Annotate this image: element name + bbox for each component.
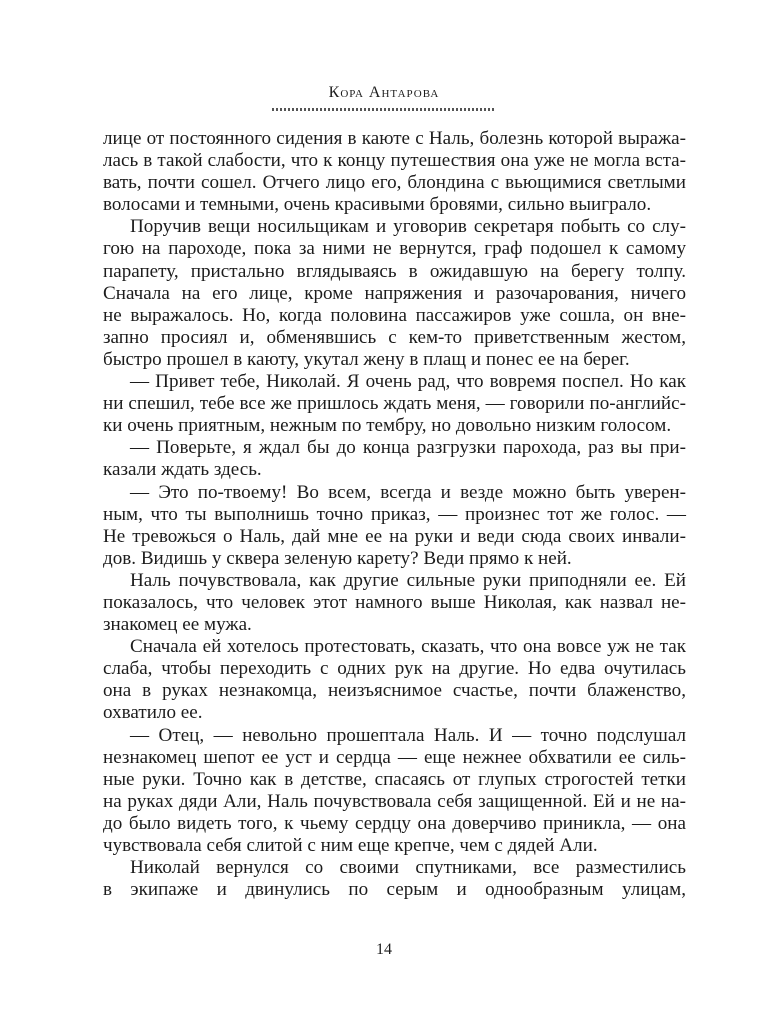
text-line: показалось, что человек этот намного выше Николая, как назвал не- (103, 591, 686, 613)
text-line: лась в такой слабости, что к концу путешествия она уже не могла вста- (103, 150, 686, 172)
text-line: Не тревожься о Наль, дай мне ее на руки и веди сюда своих инвали- (103, 525, 686, 547)
text-line: Наль почувствовала, как другие сильные руки приподняли ее. Ей (130, 569, 686, 591)
text-line: запно просиял и, обменявшись с кем-то приветственным жестом, (103, 326, 686, 348)
text-line: слаба, чтобы переходить с одних рук на другие. Но едва очутилась (103, 658, 686, 680)
text-line: казали ждать здесь. (103, 459, 262, 481)
text-line: ни спешил, тебе все же пришлось ждать меня, — говорили по-английс- (103, 393, 686, 415)
text-line: — Это по-твоему! Во всем, всегда и везде можно быть уверен- (130, 481, 686, 503)
text-line: ки очень приятным, нежным по тембру, но довольно низким голосом. (103, 415, 672, 437)
text-line: вать, почти сошел. Отчего лицо его, блондина с вьющимися светлыми (103, 172, 686, 194)
body-text (103, 128, 686, 901)
text-line: Сначала на его лице, кроме напряжения и разочарования, ничего (103, 282, 686, 304)
text-line: Сначала ей хотелось протестовать, сказать, что она вовсе уж не так (130, 636, 686, 658)
paragraph (103, 482, 686, 570)
text-line: — Отец, — невольно прошептала Наль. И — точно подслушал (130, 724, 686, 746)
paragraph (103, 570, 686, 636)
text-line: — Поверьте, я ждал бы до конца разгрузки парохода, раз вы при- (130, 437, 686, 459)
text-line: незнакомец шепот ее уст и сердца — еще нежнее обхватили ее силь- (103, 746, 686, 768)
header-rule (272, 108, 496, 111)
text-line: волосами и темными, очень красивыми бровями, сильно выиграло. (103, 194, 652, 216)
text-line: на руках дяди Али, Наль почувствовала себя защищенной. Ей и не на- (103, 790, 686, 812)
text-line: ные руки. Точно как в детстве, спасаясь от глупых строгостей тетки (103, 768, 686, 790)
paragraph (103, 636, 686, 724)
text-line: ным, что ты выполнишь точно приказ, — произнес тот же голос. — (103, 503, 686, 525)
running-head: Кора Антарова (328, 84, 440, 101)
text-line: — Привет тебе, Николай. Я очень рад, что вовремя поспел. Но как (130, 371, 686, 393)
text-line: охватило ее. (103, 702, 203, 724)
paragraph (103, 437, 686, 481)
paragraph (103, 725, 686, 858)
text-line: Николай вернулся со своими спутниками, все разместились (130, 857, 686, 879)
paragraph (103, 128, 686, 216)
paragraph (103, 857, 686, 901)
paragraph (103, 371, 686, 437)
text-line: дов. Видишь у сквера зеленую карету? Веди прямо к ней. (103, 547, 572, 569)
text-line: лице от постоянного сидения в каюте с Наль, болезнь которой выража- (103, 128, 686, 149)
text-line: парапету, пристально вглядываясь в ожидавшую на берегу толпу. (103, 260, 686, 282)
text-line: знакомец ее мужа. (103, 614, 252, 636)
text-line: она в руках незнакомца, неизъяснимое счастье, почти блаженство, (103, 680, 686, 702)
text-line: быстро прошел в каюту, укутал жену в плащ и понес ее на берег. (103, 348, 630, 370)
text-line: чувствовала себя слитой с ним еще крепче, чем с дядей Али. (103, 835, 598, 856)
text-line: гою на пароходе, пока за ними не вернутся, граф подошел к самому (103, 238, 686, 260)
page-number: 14 (376, 941, 392, 958)
text-line: в экипаже и двинулись по серым и однообразным улицам, (103, 879, 686, 901)
paragraph (103, 216, 686, 371)
text-line: Поручив вещи носильщикам и уговорив секретаря побыть со слу- (130, 216, 686, 238)
text-line: не выражалось. Но, когда половина пассажиров уже сошла, он вне- (103, 304, 686, 326)
text-line: до было видеть того, к чьему сердцу она доверчиво приникла, — она (103, 812, 686, 834)
